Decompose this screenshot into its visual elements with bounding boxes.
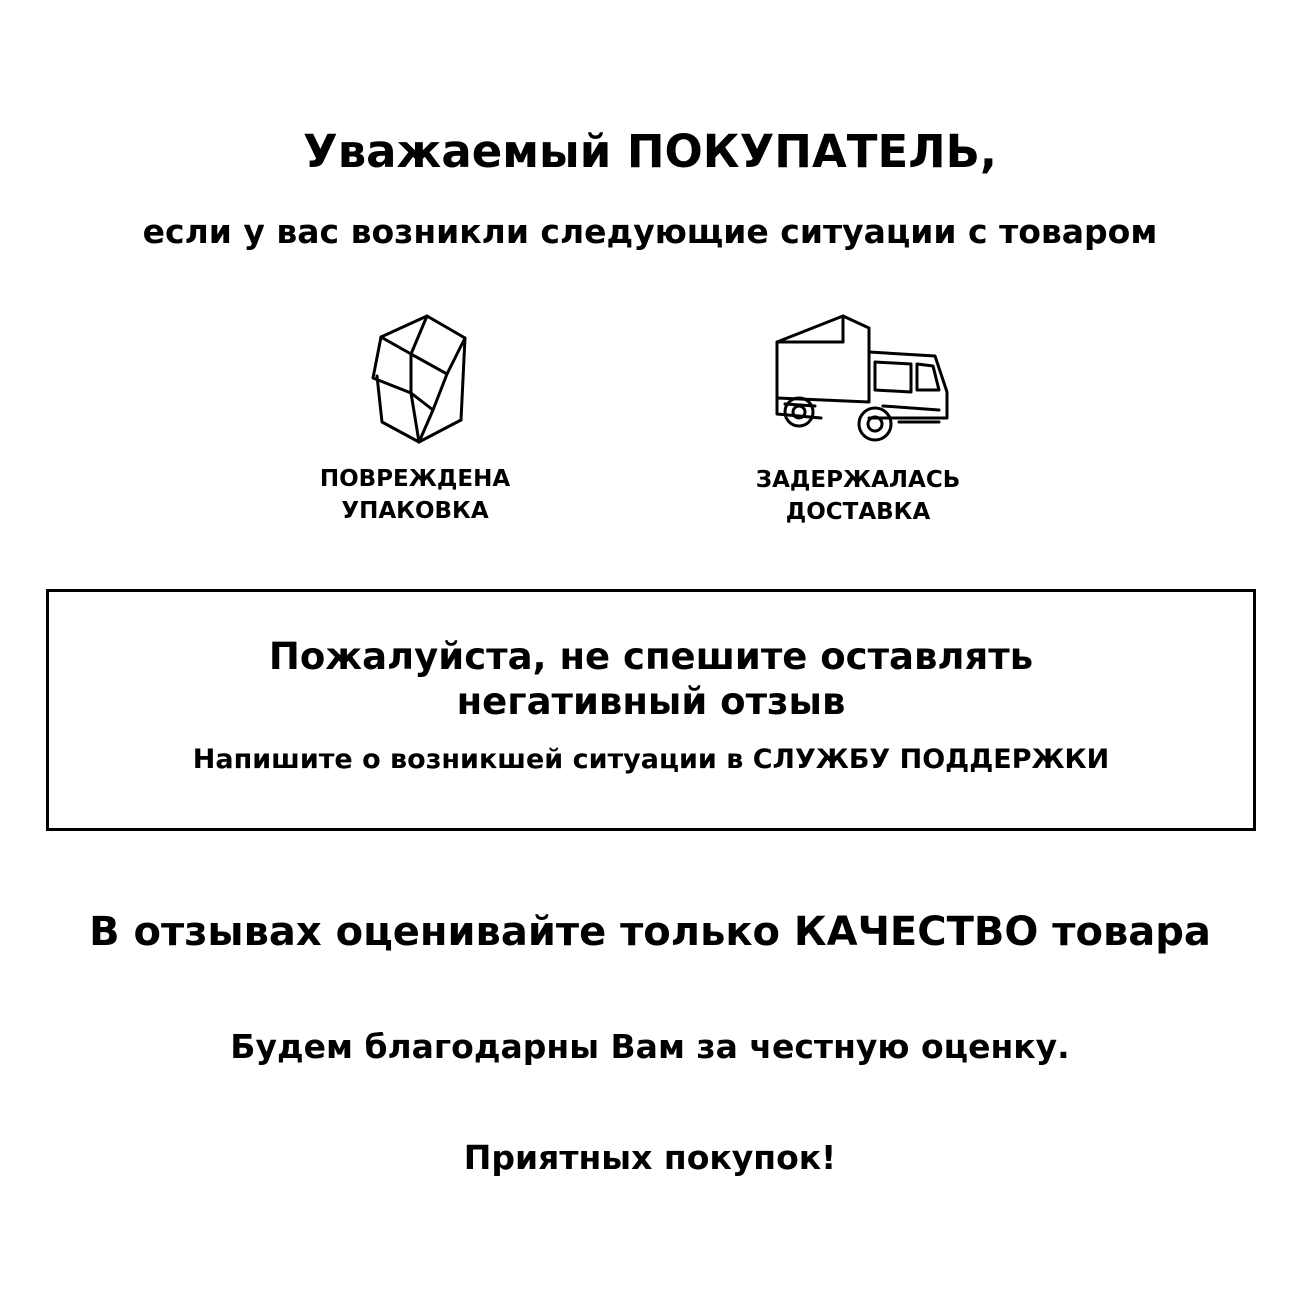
support-instruction: Напишите о возникшей ситуации в СЛУЖБУ ПОДДЕРЖКИ xyxy=(192,744,1110,775)
thanks-text: Будем благодарны Вам за честную оценку. xyxy=(230,1027,1070,1066)
delayed-delivery-label xyxy=(708,464,1008,528)
situations-subtitle: если у вас возникли следующие ситуации с товаром xyxy=(142,212,1158,251)
damaged-package-label-line1: ПОВРЕЖДЕНА xyxy=(319,466,511,492)
delivery-truck-icon xyxy=(763,310,953,450)
notice-title-line2: негативный отзыв xyxy=(456,680,846,723)
open-box-icon xyxy=(345,310,485,450)
damaged-package-label xyxy=(265,463,565,527)
delayed-delivery-label-line2: ДОСТАВКА xyxy=(785,499,931,525)
notice-title xyxy=(49,634,1253,724)
greeting-heading: Уважаемый ПОКУПАТЕЛЬ, xyxy=(303,125,997,178)
farewell-text: Приятных покупок! xyxy=(463,1138,837,1177)
situation-delayed-delivery xyxy=(708,310,1008,528)
damaged-package-label-line2: УПАКОВКА xyxy=(341,498,489,524)
notice-title-line1: Пожалуйста, не спешите оставлять xyxy=(268,635,1034,678)
delayed-delivery-label-line1: ЗАДЕРЖАЛАСЬ xyxy=(755,467,961,493)
notice-box xyxy=(46,589,1256,831)
review-quality-note: В отзывах оценивайте только КАЧЕСТВО товара xyxy=(89,909,1211,955)
situation-damaged-package xyxy=(265,310,565,527)
